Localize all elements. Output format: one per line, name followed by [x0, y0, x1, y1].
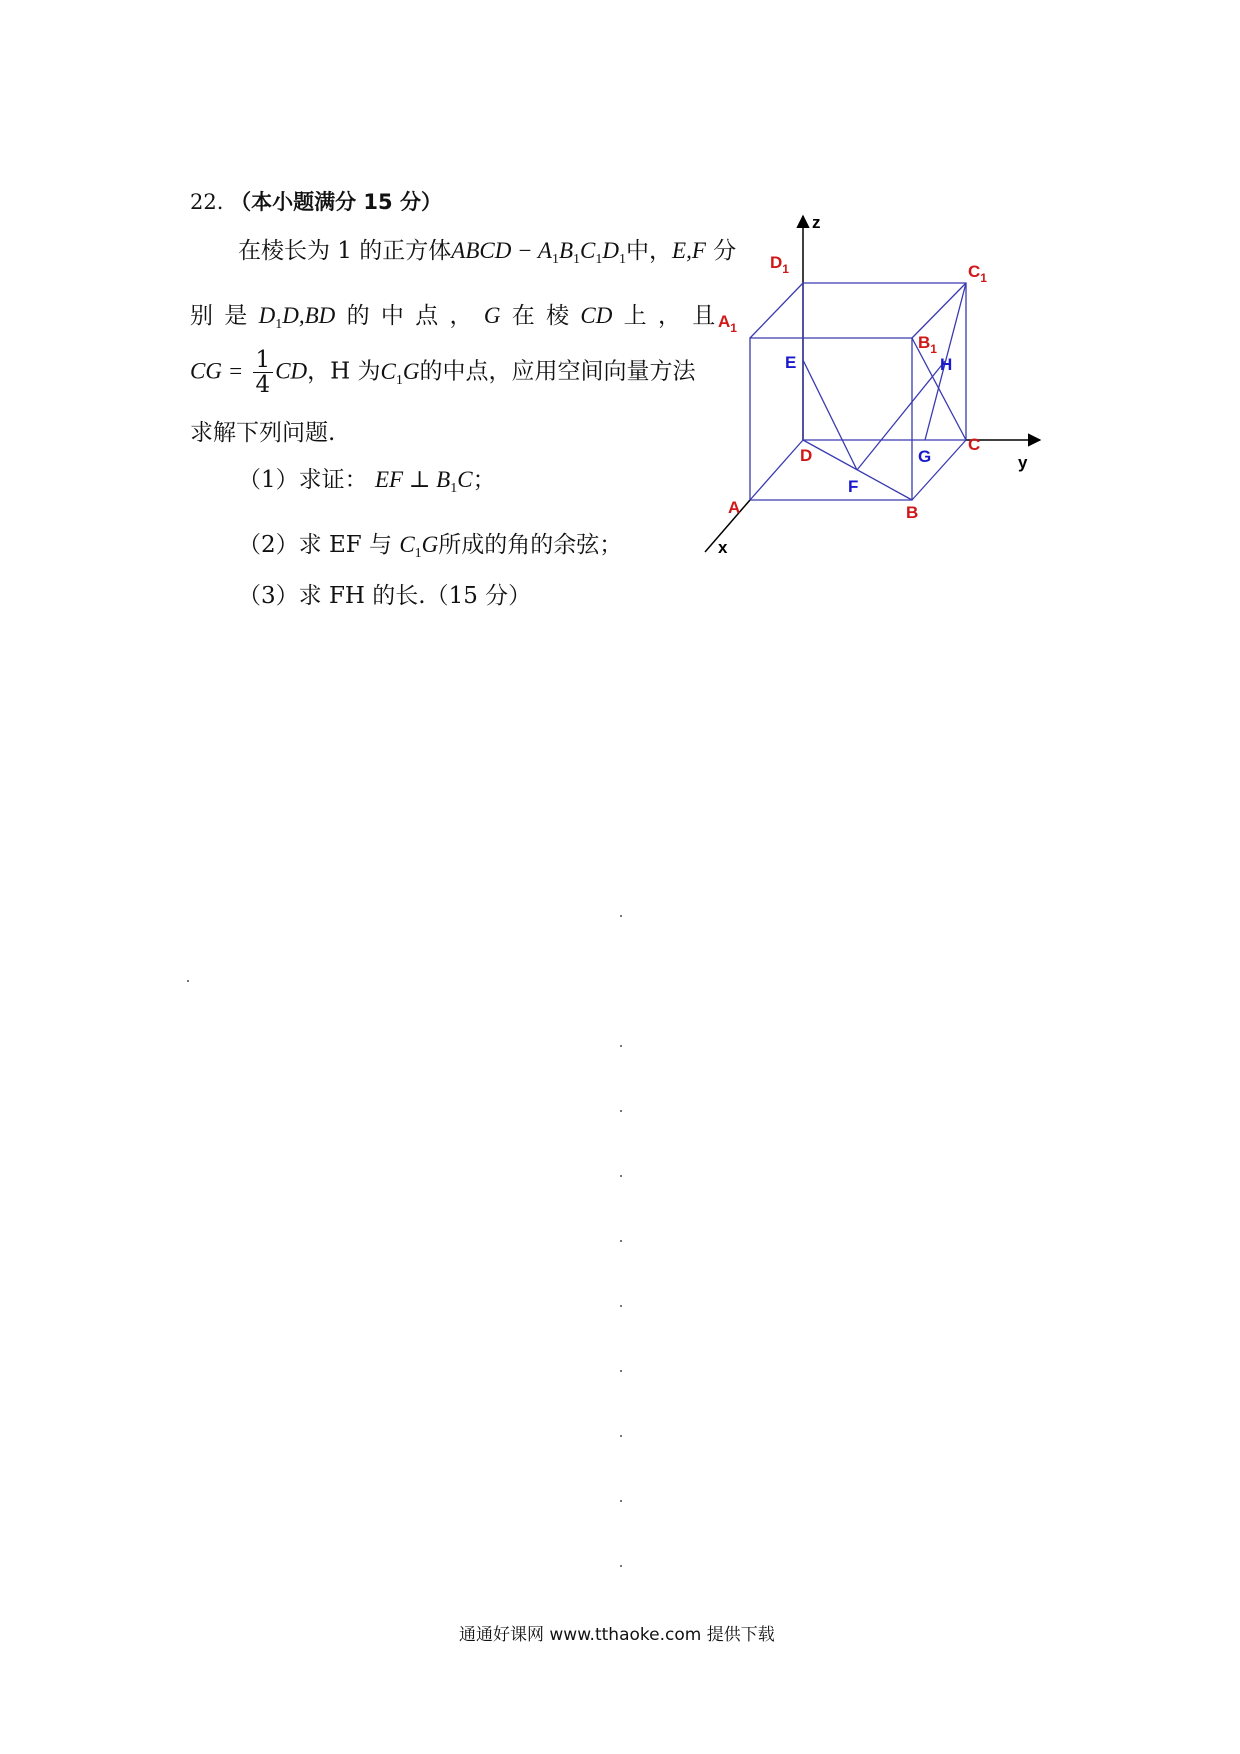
edge-a-d [750, 440, 803, 500]
label-d1: $D_1$ [770, 253, 789, 276]
text-segment: 的中点，应用空间向量方法 [419, 358, 696, 385]
text-segment: 在 棱 [511, 303, 570, 329]
math-g: G [483, 303, 501, 328]
problem-line-1 [238, 232, 736, 268]
problem-line-4: 求解下列问题. [190, 420, 336, 446]
label-c1: $C_1$ [968, 262, 987, 285]
text-segment: ，H 为 [307, 358, 381, 385]
text-segment: 的 中 点 ， [346, 303, 473, 329]
scan-dot [620, 1500, 622, 1502]
text-segment: 上 ， 且 [623, 303, 716, 329]
question-2-label: （2）求 EF 与 [238, 532, 393, 558]
math-ef: E,F [672, 238, 706, 263]
text-segment: 别 是 [190, 303, 248, 329]
scan-dot [620, 1240, 622, 1242]
scan-dot [187, 980, 189, 982]
math-ef-perp: EF ⊥ B [374, 467, 451, 492]
scan-dot [620, 1435, 622, 1437]
scan-dot [620, 1305, 622, 1307]
problem-header [190, 186, 442, 216]
text-segment: 中， [626, 238, 673, 264]
label-d: D [800, 446, 813, 465]
math-cd: CD [275, 358, 308, 384]
math-c: C [457, 467, 473, 492]
question-1-math: EF ⊥ $B_1C$ [374, 467, 473, 496]
math-d1d-bd: $D_1D,BD$ [258, 303, 336, 332]
scan-dot [620, 1370, 622, 1372]
scan-dot [620, 1045, 622, 1047]
problem-line-2 [190, 297, 715, 333]
scan-dot [620, 1110, 622, 1112]
problem-line-3 [190, 348, 695, 397]
question-1 [238, 461, 496, 497]
problem-number: 22. [190, 190, 224, 214]
question-1-label: （1）求证： [238, 467, 368, 493]
math-cube: ABCD − $A_1B_1C_1D_1$ [451, 238, 627, 267]
fraction-one-quarter [253, 348, 274, 397]
text-segment: 在棱长为 1 的正方体 [238, 238, 452, 264]
edge-b1-c1 [912, 283, 966, 338]
label-f: F [848, 477, 859, 496]
text-segment: 分 [713, 238, 737, 264]
label-y: y [1018, 453, 1028, 472]
points-note: （本小题满分 15 分） [230, 190, 442, 214]
scan-dot [620, 915, 622, 917]
fraction-numerator: 1 [253, 348, 274, 373]
math-c1g: $C_1G$ [399, 532, 439, 561]
label-e: E [785, 353, 797, 372]
math-c1g: $C_1G$ [380, 358, 420, 388]
question-2 [238, 526, 622, 562]
fraction-denominator: 4 [255, 372, 271, 398]
edge-a1-d1 [750, 283, 803, 338]
math-abcd: ABCD [451, 238, 512, 263]
label-z: z [812, 213, 821, 232]
math-cd: CD [580, 303, 613, 328]
text-segment: ； [472, 467, 496, 493]
math-segment: D,BD [282, 303, 336, 328]
label-b1: $B_1$ [918, 333, 937, 356]
question-3: （3）求 FH 的长.（15 分） [238, 583, 532, 609]
scan-dot [620, 1175, 622, 1177]
cube-front-face [750, 338, 912, 500]
segment-b1c [912, 338, 966, 440]
label-x: x [718, 538, 728, 557]
footer-source: 通通好课网 www.tthaoke.com 提供下载 [459, 1625, 775, 1645]
label-h: H [940, 355, 953, 374]
label-c: C [968, 435, 981, 454]
label-a1: $A_1$ [718, 312, 737, 335]
text-segment: 所成的角的余弦； [438, 532, 623, 558]
cube-figure [690, 200, 1060, 570]
math-cg: CG = [190, 358, 244, 384]
label-b: B [906, 503, 919, 522]
scan-dot [620, 1565, 622, 1567]
label-g: G [918, 447, 932, 466]
label-a: A [728, 498, 741, 517]
